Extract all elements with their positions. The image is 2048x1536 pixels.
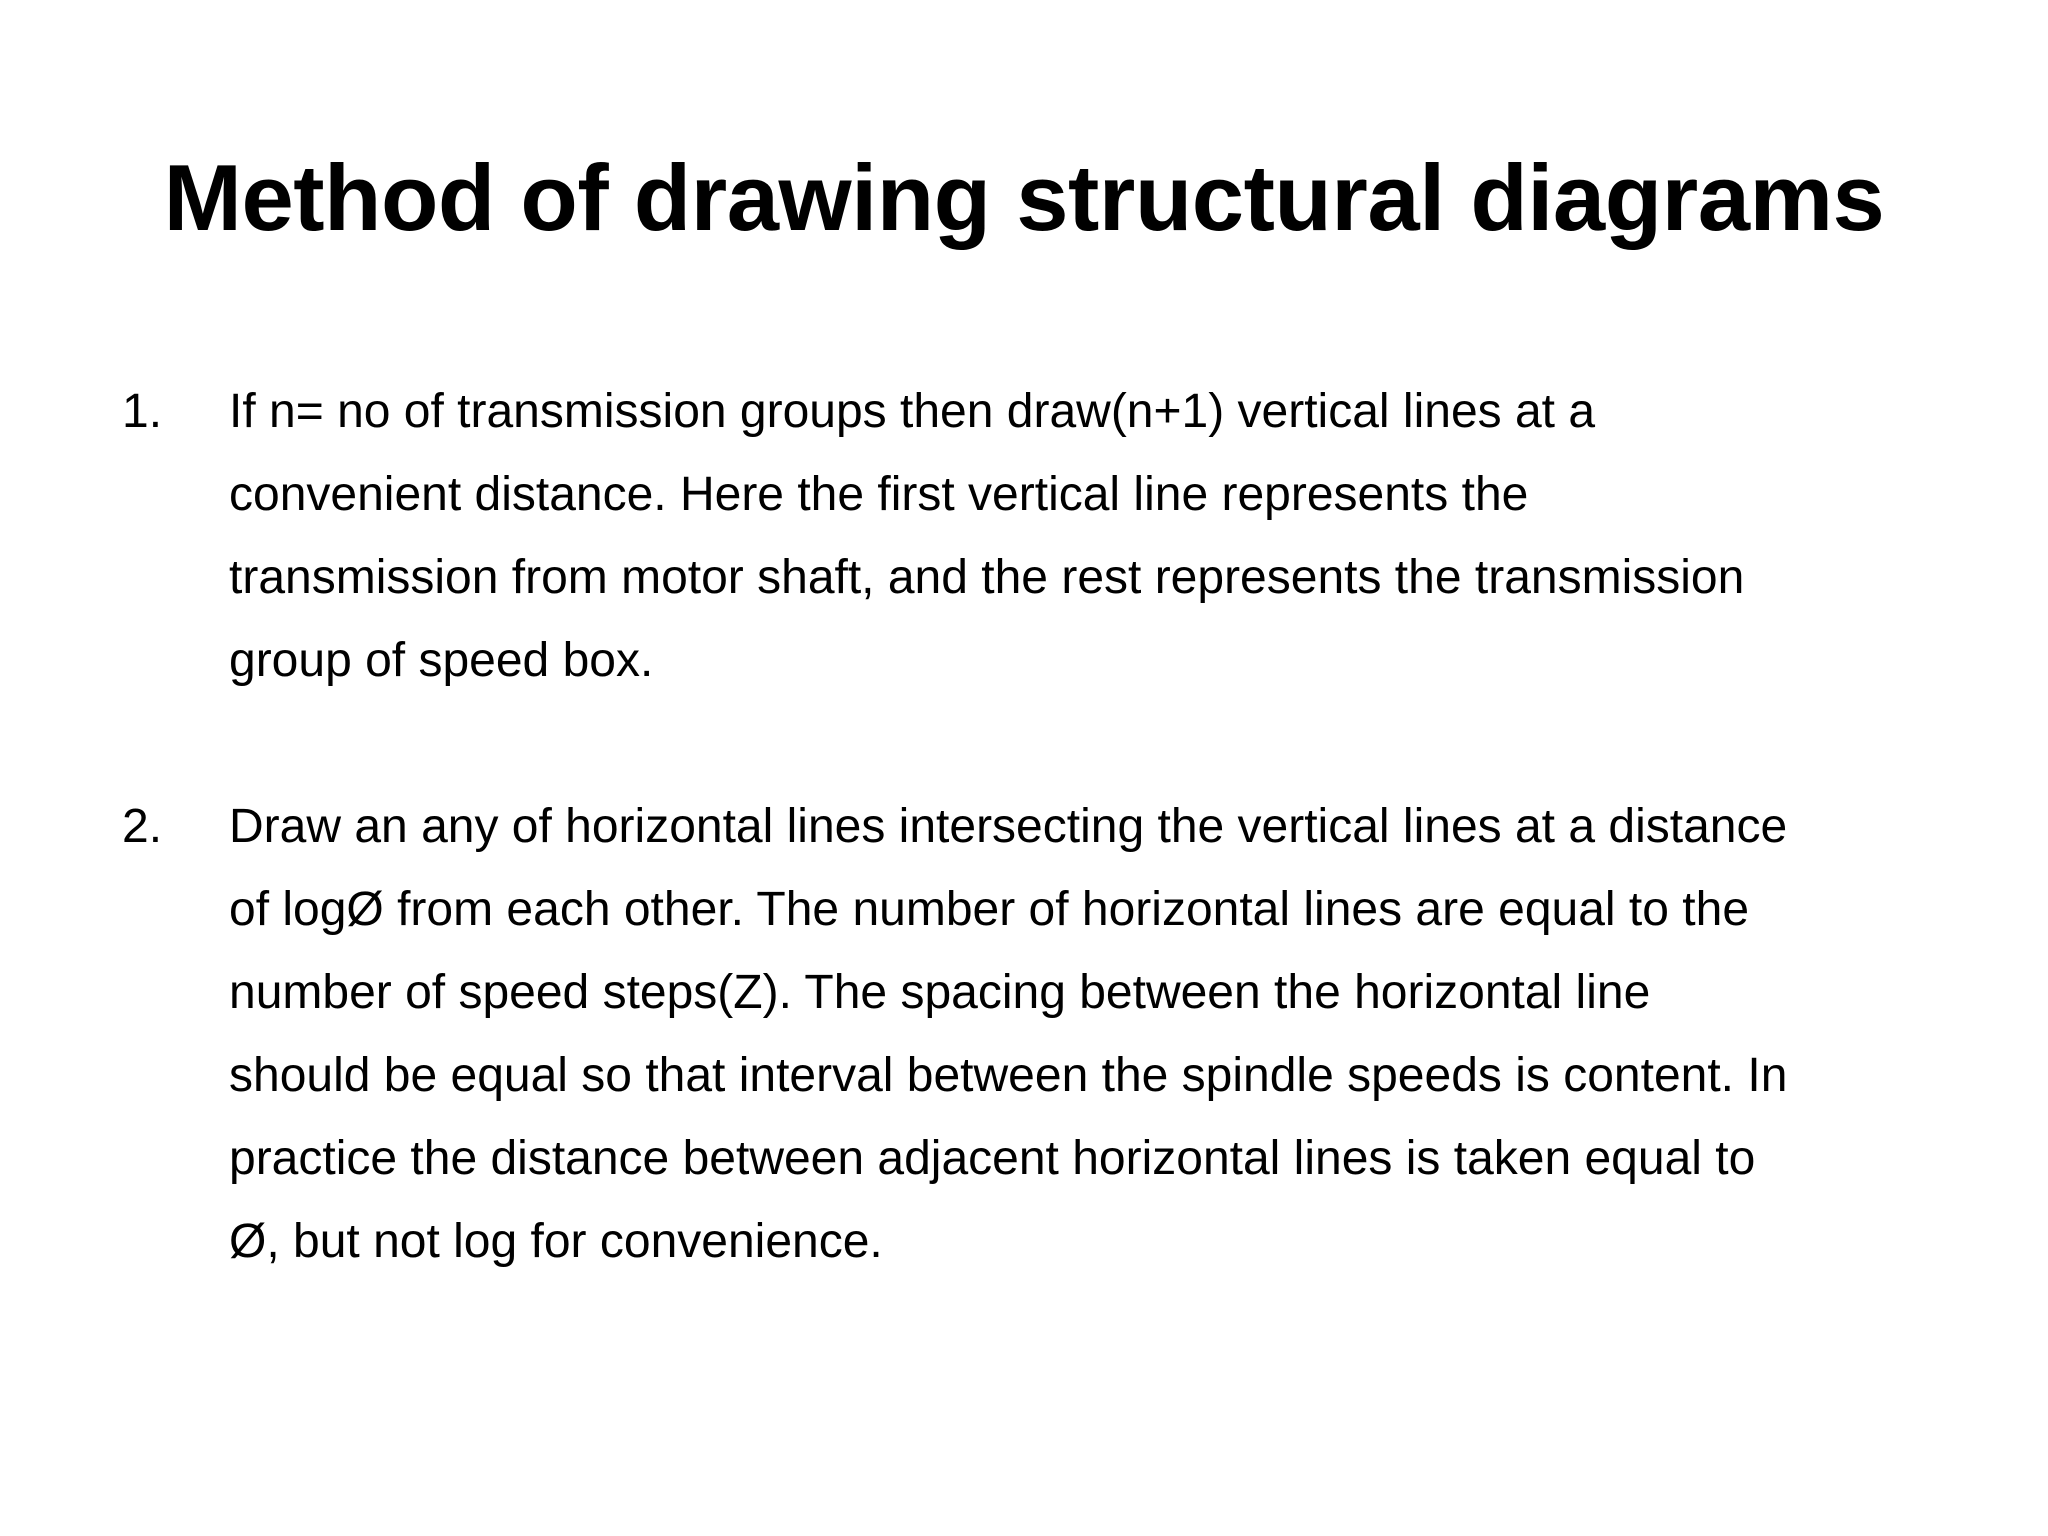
list-item-2 bbox=[122, 785, 1822, 1283]
numbered-list bbox=[122, 370, 1822, 1283]
list-item-1 bbox=[122, 370, 1822, 702]
slide-title: Method of drawing structural diagrams bbox=[163, 145, 1885, 250]
list-item-number: 1. bbox=[122, 385, 163, 438]
list-item-text: If n= no of transmission groups then draw(n+1) vertical lines at a convenient distance. Here the first vertical line represents the transmission from motor shaft, and the rest represents the transmission group of speed box. bbox=[229, 385, 1745, 687]
list-item-number: 2. bbox=[122, 800, 163, 853]
list-item-text: Draw an any of horizontal lines intersecting the vertical lines at a distance of logØ from each other. The number of horizontal lines are equal to the number of speed steps(Z). The spacing between the horizontal line should be equal so that interval between the spindle speeds is content. In practice the distance between adjacent horizontal lines is taken equal to Ø, but not log for convenience. bbox=[229, 800, 1788, 1268]
